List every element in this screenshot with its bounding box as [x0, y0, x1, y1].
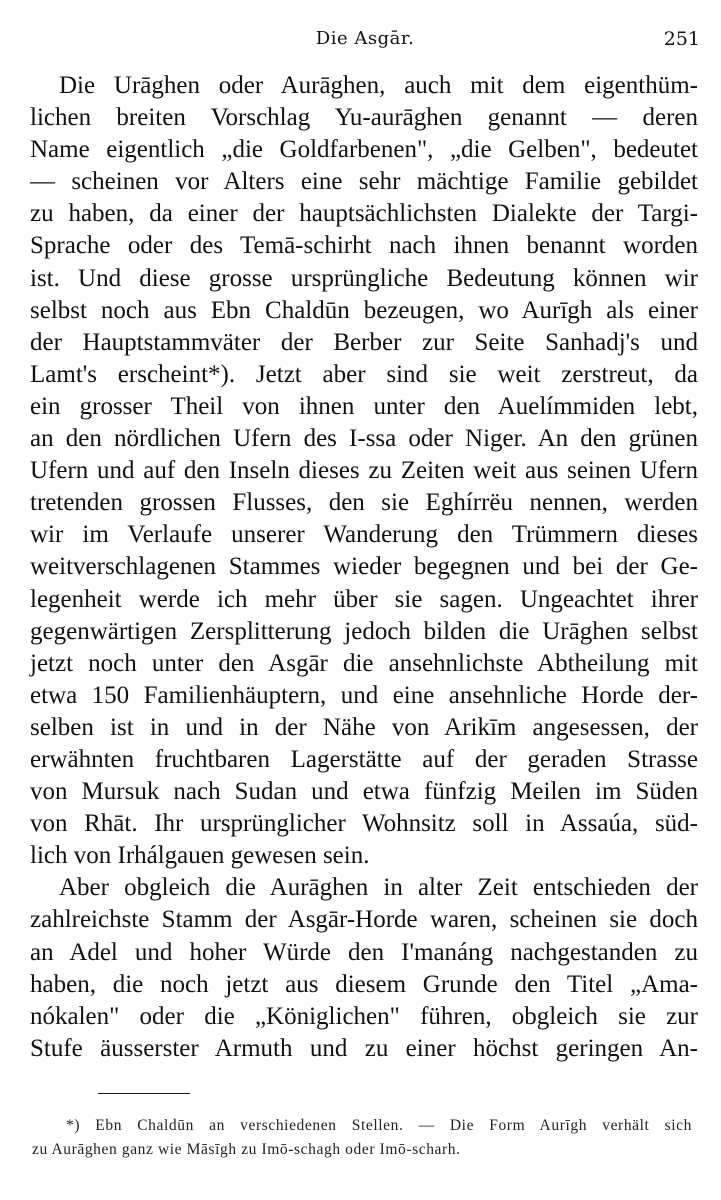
text-line: etwa 150 Familienhäuptern, und eine ansehnliche Horde der-: [30, 681, 698, 709]
text-line: Ufern und auf den Inseln dieses zu Zeiten weit aus seinen Ufern: [30, 457, 698, 485]
text-line: — scheinen vor Alters eine sehr mächtige Familie gebildet: [30, 168, 698, 196]
text-line: lichen breiten Vorschlag Yu-aurāghen genannt — deren: [30, 104, 698, 132]
text-line: selbst noch aus Ebn Chaldūn bezeugen, wo Aurīgh als einer: [30, 296, 698, 324]
text-line: nókalen" oder die „Königlichen" führen, obgleich sie zur: [30, 1002, 698, 1030]
footnote: [32, 1114, 692, 1162]
text-line: Lamt's erscheint*). Jetzt aber sind sie weit zerstreut, da: [30, 360, 698, 388]
page-number: 251: [663, 28, 700, 50]
text-line: weitverschlagenen Stammes wieder begegnen und bei der Ge-: [30, 553, 698, 581]
text-line: von Rhāt. Ihr ursprünglicher Wohnsitz soll in Assaúa, süd-: [30, 810, 698, 838]
footnote-divider: [98, 1093, 190, 1094]
text-line: legenheit werde ich mehr über sie sagen. Ungeachtet ihrer: [30, 585, 698, 613]
text-line: erwähnten fruchtbaren Lagerstätte auf der geraden Strasse: [30, 745, 698, 773]
text-line: Stufe äusserster Armuth und zu einer höchst geringen An-: [30, 1034, 698, 1062]
text-line: lich von Irhálgauen gewesen sein.: [30, 842, 370, 870]
text-line: Aber obgleich die Aurāghen in alter Zeit entschieden der: [59, 874, 698, 902]
text-line: haben, die noch jetzt aus diesem Grunde den Titel „Ama-: [30, 970, 698, 998]
running-header: [30, 28, 700, 58]
text-line: ist. Und diese grosse ursprüngliche Bedeutung können wir: [30, 264, 698, 292]
text-line: Sprache oder des Temā-schirht nach ihnen benannt worden: [30, 232, 698, 260]
text-line: an Adel und hoher Würde den I'manáng nachgestanden zu: [30, 938, 698, 966]
text-line: tretenden grossen Flusses, den sie Eghírrëu nennen, werden: [30, 489, 698, 517]
footnote-line: zu Aurāghen ganz wie Māsīgh zu Imō-schagh oder Imō-scharh.: [32, 1141, 461, 1158]
text-line: Name eigentlich „die Goldfarbenen", „die Gelben", bedeutet: [30, 136, 698, 164]
text-line: der Hauptstammväter der Berber zur Seite Sanhadj's und: [30, 328, 698, 356]
text-line: gegenwärtigen Zersplitterung jedoch bilden die Urāghen selbst: [30, 617, 698, 645]
footnote-line: *) Ebn Chaldūn an verschiedenen Stellen. — Die Form Aurīgh verhält sich: [66, 1117, 692, 1134]
text-line: von Mursuk nach Sudan und etwa fünfzig Meilen im Süden: [30, 778, 698, 806]
text-line: ein grosser Theil von ihnen unter den Auelímmiden lebt,: [30, 392, 698, 420]
running-title: Die Asgār.: [315, 28, 415, 49]
text-line: jetzt noch unter den Asgār die ansehnlichste Abtheilung mit: [30, 649, 698, 677]
text-line: zu haben, da einer der hauptsächlichsten Dialekte der Targi-: [30, 200, 698, 228]
text-line: wir im Verlaufe unserer Wanderung den Trümmern dieses: [30, 521, 698, 549]
text-line: zahlreichste Stamm der Asgār-Horde waren, scheinen sie doch: [30, 906, 698, 934]
text-line: selben ist in und in der Nähe von Arikīm angesessen, der: [30, 713, 698, 741]
main-text: [30, 70, 698, 1065]
text-line: an den nördlichen Ufern des I-ssa oder Niger. An den grünen: [30, 425, 698, 453]
text-line: Die Urāghen oder Aurāghen, auch mit dem eigenthüm-: [59, 72, 698, 99]
